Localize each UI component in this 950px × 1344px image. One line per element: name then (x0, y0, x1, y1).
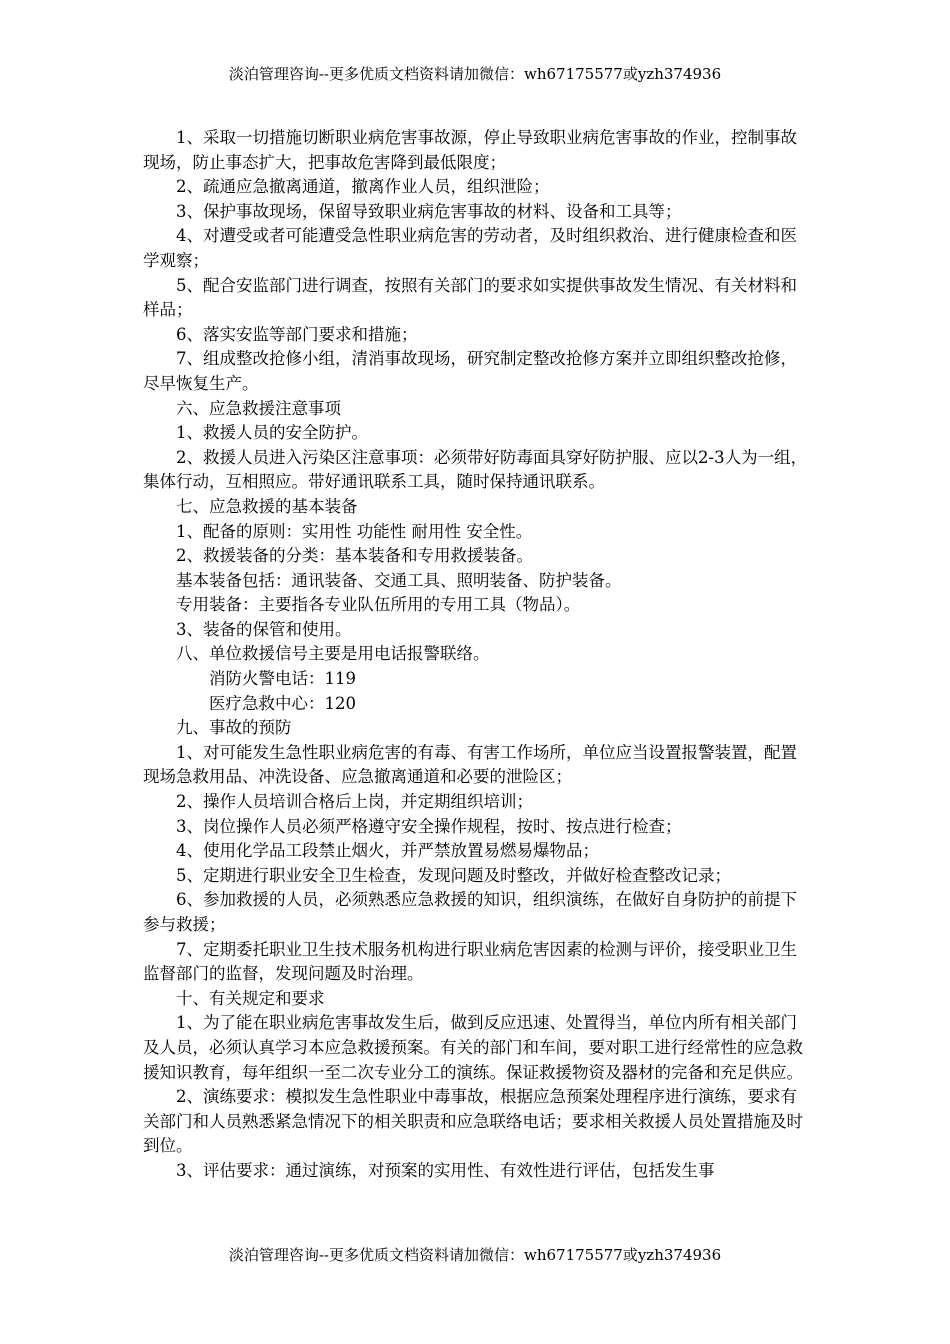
paragraph: 3、装备的保管和使用。 (176, 619, 352, 639)
page-footer: 淡泊管理咨询--更多优质文档资料请加微信：wh67175577或yzh374936 (228, 1246, 722, 1264)
paragraph: 5、配合安监部门进行调查，按照有关部门的要求如实提供事故发生情况、有关材料和样品； (143, 275, 797, 320)
paragraph: 4、使用化学品工段禁止烟火，并严禁放置易燃易爆物品； (176, 841, 599, 861)
page-header: 淡泊管理咨询--更多优质文档资料请加微信：wh67175577或yzh374936 (228, 65, 722, 83)
section-heading: 六、应急救援注意事项 (176, 398, 341, 418)
paragraph: 3、评估要求：通过演练，对预案的实用性、有效性进行评估，包括发生事 (176, 1160, 715, 1180)
paragraph: 7、组成整改抢修小组，清消事故现场，研究制定整改抢修方案并立即组织整改抢修，尽早恢复生产。 (143, 349, 797, 393)
paragraph: 5、定期进行职业安全卫生检查，发现问题及时整改，并做好检查整改记录； (176, 865, 731, 885)
paragraph: 1、为了能在职业病危害事故发生后，做到反应迅速、处置得当，单位内所有相关部门及人员，必须认真学习本应急救援预案。有关的部门和车间，要对职工进行经常性的应急救援知识教育，每年组织一至二次专业分工的演练。保证救援物资及器材的完备和充足供应。 (143, 1013, 803, 1082)
section-heading: 八、单位救援信号主要是用电话报警联络。 (176, 644, 490, 664)
section-heading: 七、应急救援的基本装备 (176, 496, 358, 516)
paragraph: 1、配备的原则：实用性 功能性 耐用性 安全性。 (176, 521, 533, 541)
paragraph: 2、疏通应急撤离通道，撤离作业人员，组织泄险； (176, 177, 550, 197)
paragraph: 1、对可能发生急性职业病危害的有毒、有害工作场所，单位应当设置报警装置，配置现场急救用品、冲洗设备、应急撤离通道和必要的泄险区； (143, 742, 797, 787)
paragraph: 7、定期委托职业卫生技术服务机构进行职业病危害因素的检测与评价，接受职业卫生监督部门的监督，发现问题及时治理。 (143, 939, 797, 984)
document-body (143, 126, 809, 1184)
phone-medical: 医疗急救中心：120 (209, 693, 356, 713)
paragraph: 专用装备：主要指各专业队伍所用的专用工具（物品）。 (176, 595, 581, 615)
paragraph: 2、救援装备的分类：基本装备和专用救援装备。 (176, 546, 533, 566)
paragraph: 4、对遭受或者可能遭受急性职业病危害的劳动者，及时组织救治、进行健康检查和医学观察； (143, 226, 797, 270)
paragraph: 1、救援人员的安全防护。 (176, 423, 368, 443)
paragraph: 6、参加救援的人员，必须熟悉应急救援的知识，组织演练，在做好自身防护的前提下参与救援； (143, 890, 797, 934)
paragraph: 3、岗位操作人员必须严格遵守安全操作规程，按时、按点进行检查； (176, 816, 682, 836)
paragraph: 2、救援人员进入污染区注意事项：必须带好防毒面具穿好防护服、应以2-3人为一组，集体行动，互相照应。带好通讯联系工具，随时保持通讯联系。 (143, 447, 808, 492)
paragraph: 2、操作人员培训合格后上岗，并定期组织培训； (176, 792, 533, 812)
paragraph: 2、演练要求：模拟发生急性职业中毒事故，根据应急预案处理程序进行演练，要求有关部门和人员熟悉紧急情况下的相关职责和应急联络电话；要求相关救援人员处置措施及时到位。 (143, 1087, 803, 1156)
paragraph: 6、落实安监等部门要求和措施； (176, 324, 418, 344)
paragraph: 基本装备包括：通讯装备、交通工具、照明装备、防护装备。 (176, 570, 622, 590)
section-heading: 九、事故的预防 (176, 718, 292, 738)
phone-fire: 消防火警电话：119 (209, 669, 356, 689)
paragraph: 1、采取一切措施切断职业病危害事故源，停止导致职业病危害事故的作业，控制事故现场，防止事态扩大，把事故危害降到最低限度； (143, 128, 797, 172)
section-heading: 十、有关规定和要求 (176, 988, 325, 1008)
paragraph: 3、保护事故现场，保留导致职业病危害事故的材料、设备和工具等； (176, 201, 682, 221)
